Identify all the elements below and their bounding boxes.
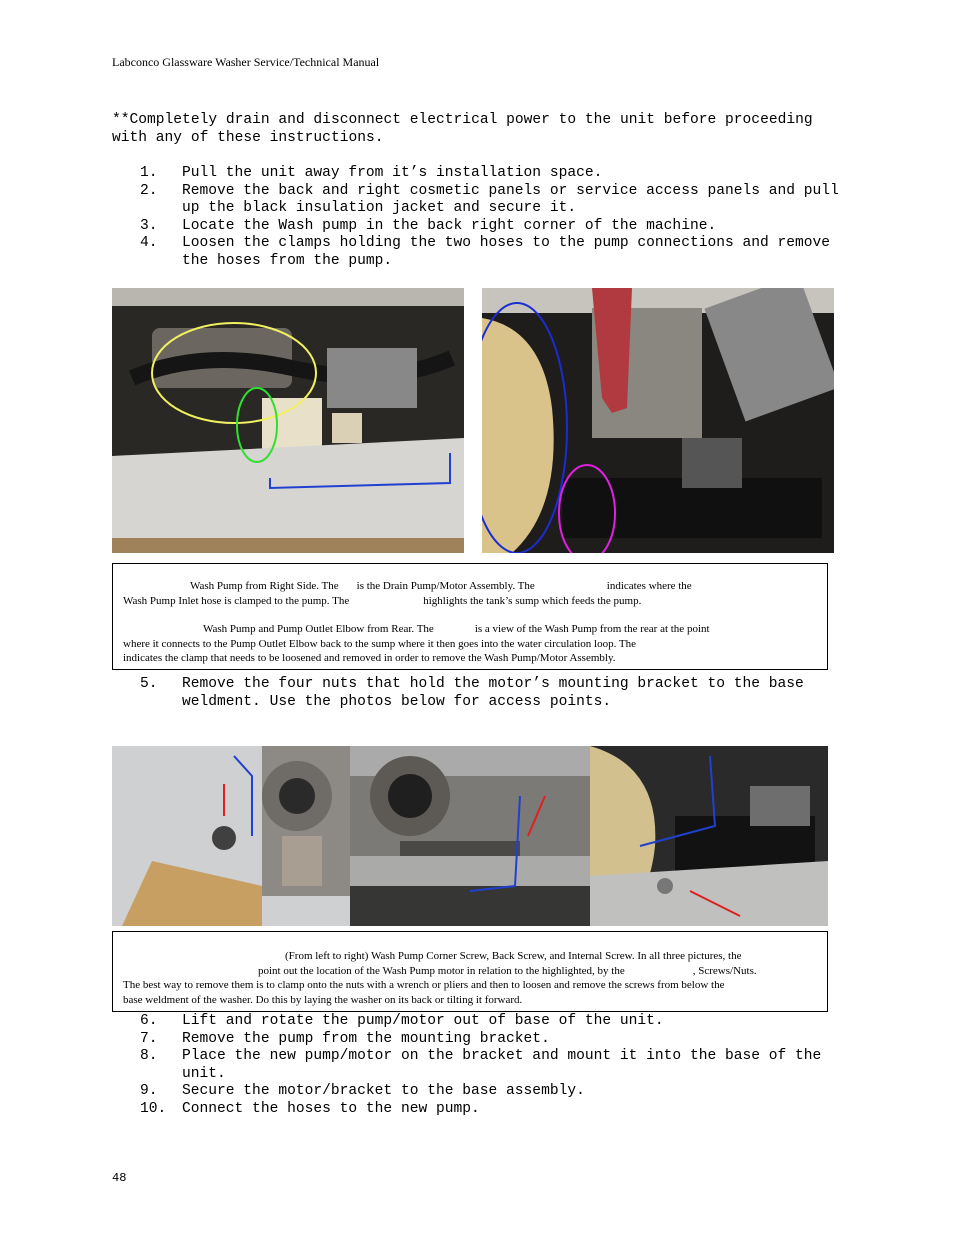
list-item: 4. Loosen the clamps holding the two hoses to the pump connections and remove the hoses from the pump.: [140, 235, 831, 269]
steps-list-1: [140, 165, 840, 270]
photo-wash-pump-rear: [482, 288, 834, 553]
photo-internal-screw: [590, 746, 828, 926]
list-item: 8. Place the new pump/motor on the bracket and mount it into the base of the unit.: [140, 1048, 822, 1082]
list-item: 5. Remove the four nuts that hold the motor’s mounting bracket to the base weldment. Use the photos below for access points.: [140, 676, 804, 710]
steps-list-2: [140, 676, 840, 711]
figure-caption-1: Wash Pump from Right Side. The is the Drain Pump/Motor Assembly. The indicates where the Wash Pump Inlet hose is clamped to the pump. The highlights the tank’s sump which feeds the pump. Wash Pump and Pump Outlet Elbow from Rear. The is a view of the Wash Pump from the rear at the point where it connects to the Pump Outlet Elbow back to the sump where it then goes into the water circulation loop. The indicates the clamp that needs to be loosened and removed in order to remove the Wash Pump/Motor Assembly.: [112, 563, 828, 670]
list-item: 9. Secure the motor/bracket to the base assembly.: [140, 1083, 585, 1099]
list-item: 2. Remove the back and right cosmetic panels or service access panels and pull up the black insulation jacket and secure it.: [140, 182, 839, 216]
list-item: 6. Lift and rotate the pump/motor out of base of the unit.: [140, 1013, 664, 1029]
warning-note: **Completely drain and disconnect electrical power to the unit before proceeding with any of these instructions.: [112, 112, 813, 146]
photo-wash-pump-right-side: [112, 288, 464, 553]
photo-corner-screw: [112, 746, 350, 926]
list-item: 3. Locate the Wash pump in the back right corner of the machine.: [140, 217, 717, 234]
page-number: 48: [112, 1171, 127, 1185]
figure-caption-2: (From left to right) Wash Pump Corner Screw, Back Screw, and Internal Screw. In all three pictures, the point out the location of the Wash Pump motor in relation to the highlighted, by the , Screws/Nuts. The best way to remove them is to clamp onto the nuts with a wrench or pliers and then to loosen and remove the screws from below the base weldment of the washer. Do this by laying the washer on its back or tilting it forward.: [112, 931, 828, 1012]
photo-back-screw: [350, 746, 590, 926]
steps-list-3: [140, 1013, 840, 1118]
list-item: 10. Connect the hoses to the new pump.: [140, 1100, 480, 1117]
list-item: 1. Pull the unit away from it’s installation space.: [140, 165, 603, 181]
running-header: Labconco Glassware Washer Service/Technical Manual: [112, 55, 380, 69]
list-item: 7. Remove the pump from the mounting bracket.: [140, 1030, 550, 1047]
